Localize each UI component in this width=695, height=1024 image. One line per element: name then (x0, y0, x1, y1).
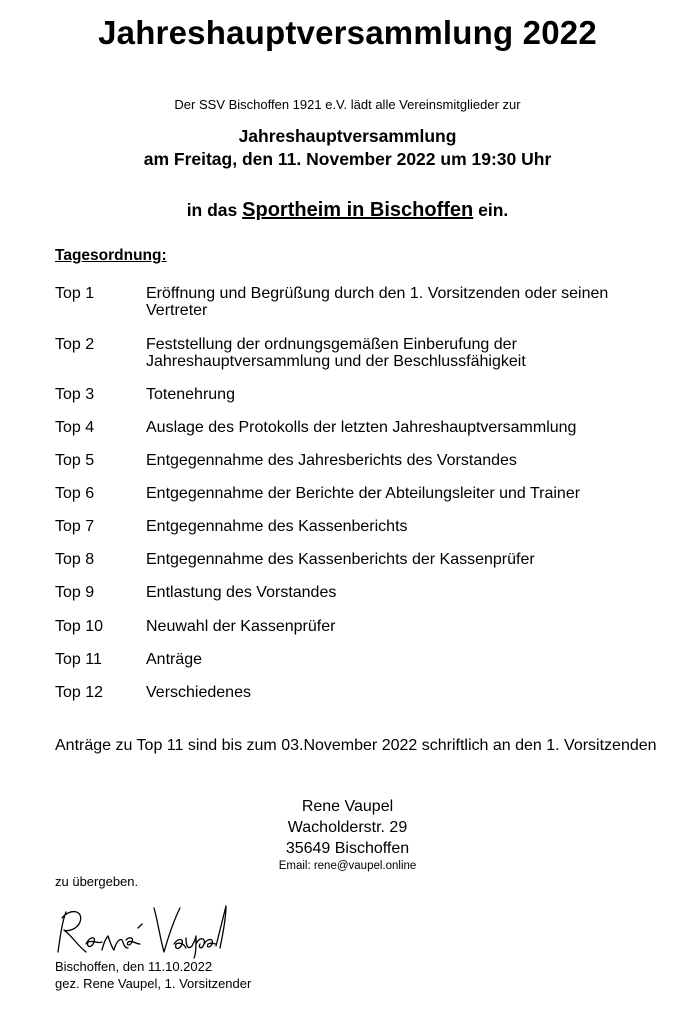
agenda-item-text: Neuwahl der Kassenprüfer (146, 618, 336, 635)
event-name: Jahreshauptversammlung (238, 126, 457, 146)
agenda-item-text: Entgegennahme des Kassenberichts der Kassenprüfer (146, 551, 535, 568)
contact-block (0, 796, 695, 873)
venue-suffix: ein. (478, 200, 509, 220)
agenda-item-text: Entgegennahme des Jahresberichts des Vorstandes (146, 452, 517, 469)
sign-place-date: Bischoffen, den 11.10.2022 (55, 959, 213, 974)
agenda-item-number: Top 5 (55, 452, 95, 469)
agenda-item-number: Top 6 (55, 485, 95, 502)
agenda-item-text: Entgegennahme des Kassenberichts (146, 518, 408, 535)
contact-city: 35649 Bischoffen (285, 840, 410, 857)
signature-block (55, 958, 251, 992)
contact-street: Wacholderstr. 29 (287, 819, 408, 836)
agenda-item-text: Totenehrung (146, 386, 235, 403)
handwritten-signature (50, 900, 230, 960)
signed-by: gez. Rene Vaupel, 1. Vorsitzender (55, 976, 252, 991)
agenda-item-number: Top 1 (55, 285, 95, 302)
agenda-item-text: Anträge (146, 651, 203, 668)
agenda-item-text: Entgegennahme der Berichte der Abteilungsleiter und Trainer (146, 485, 581, 502)
agenda-item-number: Top 2 (55, 336, 95, 353)
agenda-item-number: Top 3 (55, 386, 95, 403)
agenda-item-text: Auslage des Protokolls der letzten Jahreshauptversammlung (146, 419, 577, 436)
contact-name: Rene Vaupel (301, 798, 394, 815)
agenda-item-number: Top 9 (55, 584, 95, 601)
agenda-item-number: Top 11 (55, 651, 102, 668)
agenda-item-number: Top 7 (55, 518, 95, 535)
agenda-item-number: Top 8 (55, 551, 95, 568)
event-block (0, 125, 695, 171)
event-date: am Freitag, den 11. November 2022 um 19:30 Uhr (143, 149, 552, 169)
deadline-note: Anträge zu Top 11 sind bis zum 03.November 2022 schriftlich an den 1. Vorsitzenden (55, 737, 657, 754)
agenda-item-text: Verschiedenes (146, 684, 251, 701)
agenda-heading: Tagesordnung: (55, 247, 167, 264)
agenda-item-number: Top 4 (55, 419, 95, 436)
contact-email: Email: rene@vaupel.online (278, 860, 417, 872)
venue-line (0, 199, 695, 222)
agenda-item-number: Top 10 (55, 618, 104, 635)
agenda-item-text: Feststellung der ordnungsgemäßen Einberufung der Jahreshauptversammlung und der Beschlussfähigkeit (146, 336, 526, 370)
venue-place: Sportheim in Bischoffen (242, 199, 474, 221)
venue-prefix: in das (186, 200, 238, 220)
agenda-item-number: Top 12 (55, 684, 104, 701)
hand-over-text: zu übergeben. (55, 874, 139, 889)
document-title: Jahreshauptversammlung 2022 (98, 14, 597, 51)
agenda-item-text: Entlastung des Vorstandes (146, 584, 337, 601)
agenda-item-text: Eröffnung und Begrüßung durch den 1. Vorsitzenden oder seinen Vertreter (146, 285, 609, 319)
invitation-intro: Der SSV Bischoffen 1921 e.V. lädt alle Vereinsmitglieder zur (174, 97, 521, 112)
